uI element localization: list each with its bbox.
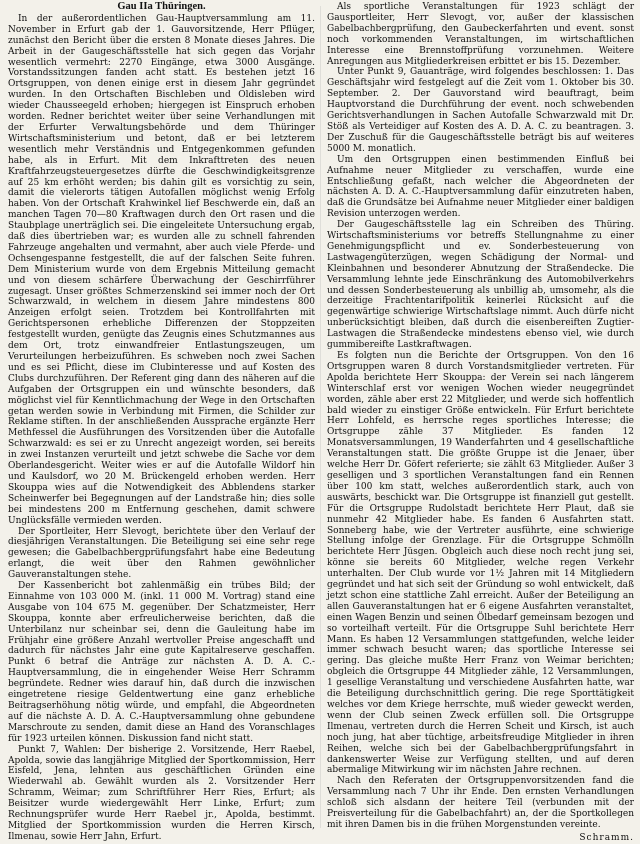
left-column [8, 2, 315, 844]
paragraph: Der Kassenbericht bot zahlenmäßig ein trübes Bild; der Einnahme von 103 000 M. (inkl. 11 000 M. Vortrag) stand eine Ausgabe von 104 675 M. gegenüber. Der Schatzmeister, Herr Skouppa, konnte aber erfreulicherweise berichten, daß die Unterbilanz nur scheinbar sei, denn die Gauleitung habe im Frühjahr eine größere Anzahl wertvoller Preise angeschafft und dadurch für nächstes Jahr eine gute Kapitalreserve geschaffen. Punkt 6 betraf die Anträge zur nächsten A. D. A. C.-Hauptversammlung, die in eingehender Weise Herr Schramm begründete. Redner wies darauf hin, daß durch die inzwischen eingetretene riesige Geldentwertung eine ganz erhebliche Beitragserhöhung nötig würde, und empfahl, die Abgeordneten auf die nächste A. D. A. C.-Hauptversammlung ohne gebundene Marschroute zu senden, damit diese an Hand des Voranschlages für 1923 urteilen können. Diskussion fand nicht statt. [8, 581, 315, 744]
paragraph: Um den Ortsgruppen einen bestimmenden Einfluß bei Aufnahme neuer Mitglieder zu verschaffen, wurde eine Entschließung gefaßt, nach welcher die Abgeordneten der nächsten A. D. A. C.-Hauptversammlung dafür einzutreten haben, daß die Grundsätze bei Aufnahme neuer Mitglieder einer baldigen Revision unterzogen werden. [327, 154, 634, 220]
paragraph: Als sportliche Veranstaltungen für 1923 schlägt der Gausportleiter, Herr Slevogt, vor, außer der klassischen Gabelbachbergprüfung, den Gaubeckerfahrten und event. sonst noch vorkommenden Veranstaltungen, im wirtschaftlichen Interesse eine Brennstoffprüfung vorzunehmen. Weitere Anregungen aus Mitgliederkreisen erbittet er bis 15. Dezember. [327, 2, 634, 67]
paragraph: Punkt 7, Wahlen: Der bisherige 2. Vorsitzende, Herr Raebel, Apolda, sowie das langjährige Mitglied der Sportkommission, Herr Eisfeld, Jena, lehnten aus geschäftlichen Gründen eine Wiederwahl ab. Gewählt wurden als 2. Vorsitzender Herr Schramm, Weimar; zum Schriftführer Herr Ries, Erfurt; als Beisitzer wurde wiedergewählt Herr Linke, Erfurt; zum Rechnungsprüfer wurde Herr Raebel jr., Apolda, bestimmt. Mitglied der Sportkommission wurden die Herren Kirsch, Ilmenau, sowie Herr Jahn, Erfurt. [8, 744, 315, 842]
paragraph: Nach den Referaten der Ortsgruppenvorsitzenden fand die Versammlung nach 7 Uhr ihr Ende. Den ernsten Verhandlungen schloß sich alsdann der heitere Teil (verbunden mit der Preisverteilung für die Gabelbachfahrt) an, der die Sportkollegen mit ihren Damen bis in die frühen Morgenstunden vereinte. [327, 776, 634, 830]
column-divider [320, 6, 321, 828]
paragraph: In der außerordentlichen Gau-Hauptversammlung am 11. November in Erfurt gab der 1. Gauvorsitzende, Herr Pflüger, zunächst den Bericht über die ersten 8 Monate dieses Jahres. Die Arbeit in der Gaugeschäftsstelle hat sich gegen das Vorjahr wesentlich vermehrt: 2270 Eingänge, etwa 3000 Ausgänge. Vorstandssitzungen fanden acht statt. Es bestehen jetzt 16 Ortsgruppen, von denen einige erst in diesem Jahr gegründet wurden. In den Ortschaften Bischleben und Oldisleben wird wieder Chausseegeld erhoben; hiergegen ist Einspruch erhoben worden. Redner berichtet weiter über seine Verhandlungen mit der Erfurter Verwaltungsbehörde und dem Thüringer Wirtschaftsministerium und betont, daß er bei letzterem wesentlich mehr Verständnis und Entgegenkommen gefunden habe, als in Erfurt. Mit dem Inkrafttreten des neuen Kraftfahrzeugsteuergesetzes dürfte die Geschwindigkeitsgrenze auf 25 km erhöht werden; bis dahin gilt es vorsichtig zu sein, damit die vielerorts tätigen Autofallen möglichst wenig Erfolg haben. Von der Ortschaft Krahwinkel lief Beschwerde ein, daß an manchen Tagen 70—80 Kraftwagen durch den Ort rasen und die Staubplage unerträglich sei. Die eingeleitete Untersuchung ergab, daß dies übertrieben war; es wurden alle zu schnell fahrenden Fahrzeuge angehalten und vermahnt, aber auch viele Pferde- und Ochsengespanne festgestellt, die auf der falschen Seite fuhren. Dem Ministerium wurde von dem Ergebnis Mitteilung gemacht und von diesem schärfere Überwachung der Geschirrführer zugesagt. Unser größtes Schmerzenskind sei immer noch der Ort Schwarzwald, in welchem in diesem Jahre mindestens 800 Anzeigen erfolgt seien. Trotzdem bei Kontrollfahrten mit Gerichtspersonen erhebliche Differenzen der Stoppzeiten festgestellt wurden, genügte das Zeugnis eines Schutzmannes aus dem Ort, trotz einwandfreier Entlastungszeugen, um Verurteilungen herbeizuführen. Es schweben noch zwei Sachen und es sei Pflicht, diese im Clubinteresse und auf Kosten des Clubs durchzuführen. Der Referent ging dann des näheren auf die Aufgaben der Ortsgruppen ein und wünschte besonders, daß möglichst viel für Kenntlichmachung der Wege in den Ortschaften getan werden sowie in Verbindung mit Firmen, die Schilder zur Reklame stiften. In der anschließenden Aussprache ergänzte Herr Methfessel die Ausführungen des Vorsitzenden über die Autofalle Schwarzwald: es sei er zu Unrecht angezeigt worden, sei bereits in zwei Instanzen verurteilt und jetzt schwebe die Sache vor dem Oberlandesgericht. Weiter wies er auf die Autofalle Wildorf hin und Kaulsdorf, wo 20 M. Brückengeld erhoben werden. Herr Skouppa wies auf die Notwendigkeit des Abblendens starker Scheinwerfer bei Begegnungen auf der Landstraße hin; dies solle bei mindestens 200 m Entfernung geschehen, damit schwere Unglücksfälle vermieden werden. [8, 13, 315, 526]
paragraph: Unter Punkt 9, Gauanträge, wird folgendes beschlossen: 1. Das Geschäftsjahr wird festgelegt auf die Zeit vom 1. Oktober bis 30. September. 2. Der Gauvorstand wird beauftragt, beim Hauptvorstand die Durchführung der event. noch schwebenden Gerichtsverhandlungen in Sachen Autofalle Schwarzwald mit Dr. Stöß als Verteidiger auf Kosten des A. D. A. C. zu beantragen. 3. Der Zuschuß für die Gaugeschäftsstelle beträgt bis auf weiteres 5000 M. monatlich. [327, 67, 634, 154]
paragraph: Es folgten nun die Berichte der Ortsgruppen. Von den 16 Ortsgruppen waren 8 durch Vorstandsmitglieder vertreten. Für Apolda berichtete Herr Skouppa: der Verein sei nach längerem Winterschlaf erst vor wenigen Wochen wieder neugegründet worden, zähle aber erst 22 Mitglieder, und werde sich hoffentlich bald wieder zu einstiger Größe entwickeln. Für Erfurt berichtete Herr Lohfeld, es herrsche reges sportliches Interesse; die Ortsgruppe zähle 37 Mitglieder. Es fanden 12 Monatsversammlungen, 19 Wanderfahrten und 4 gesellschaftliche Veranstaltungen statt. Die größte Gruppe ist die Jenaer, über welche Herr Dr. Göfert referierte; sie zählt 63 Mitglieder. Außer 3 geselligen und 3 sportlichen Veranstaltungen fand ein Rennen über 100 km statt, welches außerordentlich stark, auch von auswärts, beschickt war. Die Ortsgruppe ist finanziell gut gestellt. Für die Ortsgruppe Rudolstadt berichtete Herr Plaut, daß sie nunmehr 42 Mitglieder habe. Es fanden 6 Ausfahrten statt. Sonneberg habe, wie der Vertreter ausführte, eine schwierige Stellung infolge der Grenzlage. Für die Ortsgruppe Schmölln berichtete Herr Jüsgen. Obgleich auch diese noch recht jung sei, könne sie bereits 60 Mitglieder, welche regen Verkehr unterhalten. Der Club wurde vor 1½ Jahren mit 14 Mitgliedern gegründet und hat sich seit der Gründung so wohl entwickelt, daß jetzt schon eine stattliche Zahl erreicht. Außer der Beteiligung an allen Gauveranstaltungen hat er 6 eigene Ausfahrten veranstaltet, einen Wagen Benzin und seinen Ölbedarf gemeinsam bezogen und so vorteilhaft verteilt. Für die Ortsgruppe Suhl berichtete Herr Mann. Es haben 12 Versammlungen stattgefunden, welche leider immer schwach besucht waren; das sportliche Interesse sei gering. Das gleiche mußte Herr Franz von Weimar berichten; obgleich die Ortsgruppe 44 Mitglieder zähle, 12 Versammlungen, 1 gesellige Veranstaltung und verschiedene Ausfahrten hatte, war die Beteiligung durchschnittlich gering. Die rege Sporttätigkeit welches vor dem Kriege herrschte, muß wieder geweckt werden, wenn der Club seinen Zweck erfüllen soll. Die Ortsgruppe Ilmenau, vertreten durch die Herren Scheit und Kirsch, ist auch noch jung, hat aber tüchtige, arbeitsfreudige Mitglieder in ihren Reihen, welche sich bei der Gabelbachbergprüfungsfahrt in dankenswerter Weise zur Verfügung stellten, und auf deren abermalige Mitwirkung wir im nächsten Jahre rechnen. [327, 351, 634, 776]
paragraph: Der Gaugeschäftsstelle lag ein Schreiben des Thüring. Wirtschaftsministeriums vor betreffs Stellungnahme zu einer Genehmigungspflicht und ev. Sonderbesteuerung von Lastwagengüterzügen, wegen Schädigung der Normal- und Kleinbahnen und besonderer Abnutzung der Straßendecke. Die Versammlung lehnte jede Einschränkung des Automobilverkehrs und dessen Sonderbesteuerung als unbillig ab, umsomehr, als die derzeitige Frachtentarifpolitik keinerlei Rücksicht auf die gegenwärtige schwierige Wirtschaftslage nimmt. Auch dürfe nicht unberücksichtigt bleiben, daß durch die eisenbereiften Zugtier-Lastwagen die Straßendecke mindestens ebenso viel, wie durch gummibereifte Lastkraftwagen. [327, 220, 634, 351]
right-column [327, 2, 634, 844]
article-title: Gau IIa Thüringen. [117, 1, 206, 12]
author-signature: Schramm. [579, 832, 634, 843]
article-columns [8, 1, 634, 843]
paragraph: Der Sportleiter, Herr Slevogt, berichtete über den Verlauf der diesjährigen Veranstaltungen. Die Beteiligung sei eine sehr rege gewesen; die Gabelbachbergprüfungsfahrt habe eine Bedeutung erlangt, die weit über den Rahmen gewöhnlicher Gauveranstaltungen stehe. [8, 526, 315, 581]
